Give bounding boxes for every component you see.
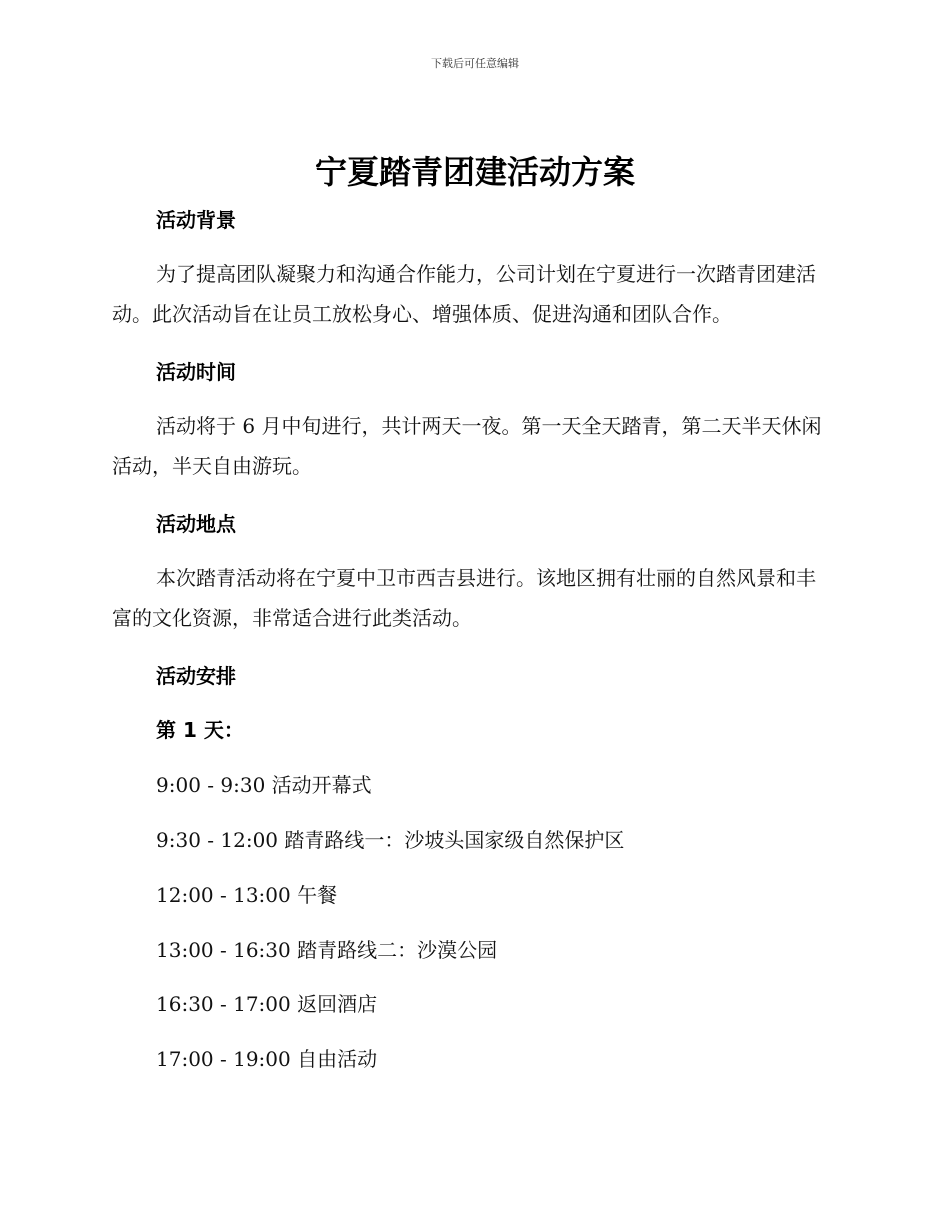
schedule-item: 9:00 - 9:30 活动开幕式 <box>156 773 372 797</box>
paragraph-background: 为了提高团队凝聚力和沟通合作能力，公司计划在宁夏进行一次踏青团建活动。此次活动旨在让员工放松身心、增强体质、促进沟通和团队合作。 <box>112 262 816 326</box>
heading-background: 活动背景 <box>156 208 236 232</box>
paragraph-location: 本次踏青活动将在宁夏中卫市西吉县进行。该地区拥有壮丽的自然风景和丰富的文化资源，非常适合进行此类活动。 <box>112 566 816 630</box>
header-note: 下载后可任意编辑 <box>431 57 519 70</box>
day1-label: 第 1 天： <box>156 718 244 742</box>
heading-location: 活动地点 <box>156 512 236 536</box>
schedule-item: 13:00 - 16:30 踏青路线二：沙漠公园 <box>156 938 498 962</box>
schedule-item: 17:00 - 19:00 自由活动 <box>156 1047 378 1071</box>
schedule-item: 9:30 - 12:00 踏青路线一：沙坡头国家级自然保护区 <box>156 828 625 852</box>
schedule-item: 12:00 - 13:00 午餐 <box>156 883 338 907</box>
paragraph-time: 活动将于 6 月中旬进行，共计两天一夜。第一天全天踏青，第二天半天休闲活动，半天自由游玩。 <box>112 414 822 478</box>
document-title: 宁夏踏青团建活动方案 <box>314 153 635 191</box>
schedule-item: 16:30 - 17:00 返回酒店 <box>156 992 378 1016</box>
heading-time: 活动时间 <box>156 360 236 384</box>
heading-arrangement: 活动安排 <box>156 664 236 688</box>
